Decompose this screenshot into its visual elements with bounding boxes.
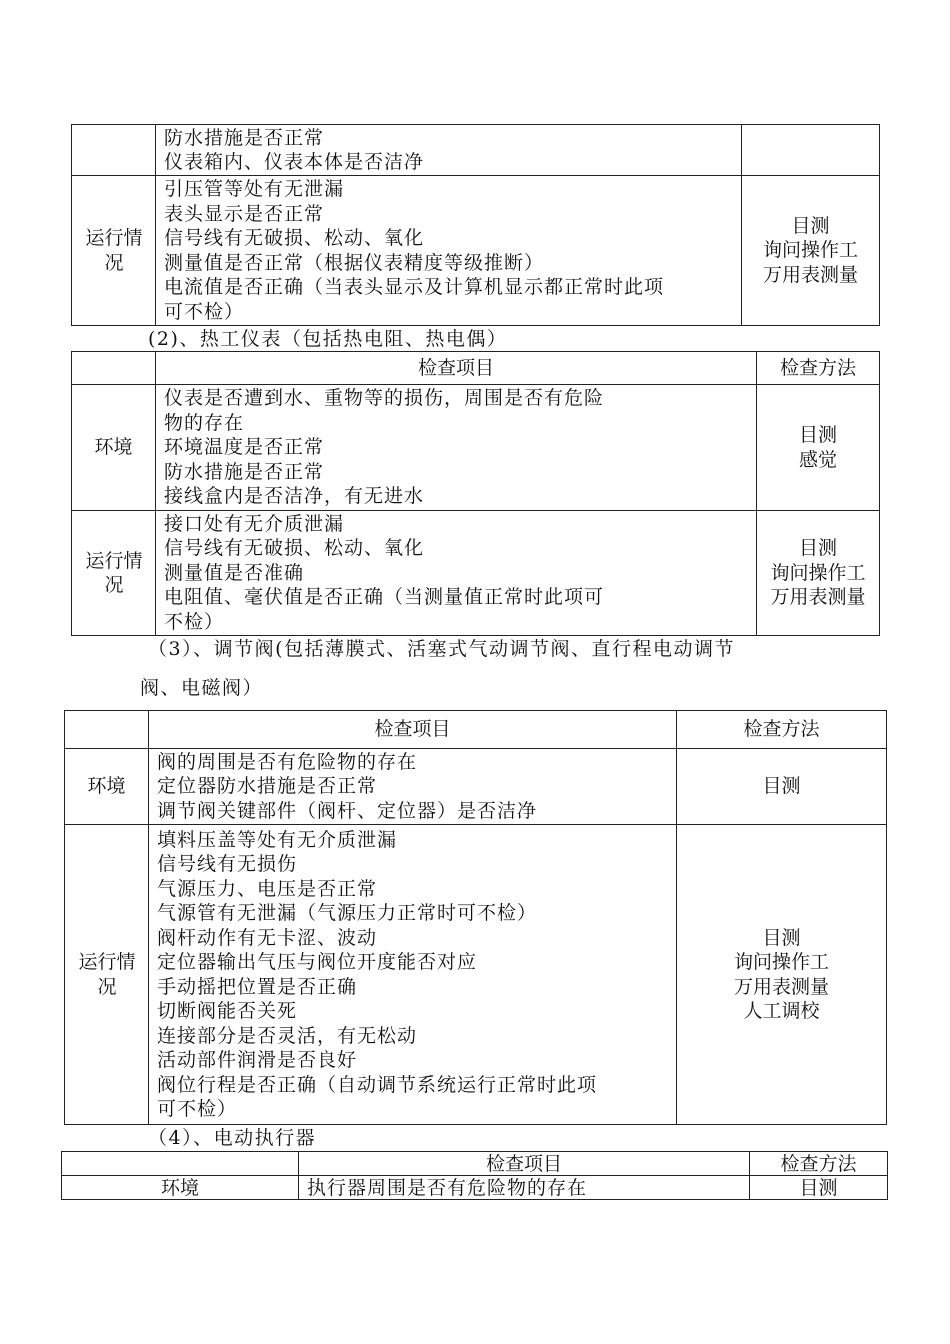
section-caption-thermal: (2)、热工仪表（包括热电阻、热电偶） (148, 328, 508, 350)
check-item: 仪表是否遭到水、重物等的损伤，周围是否有危险 (164, 387, 605, 410)
check-item: 测量值是否正常（根据仪表精度等级推断） (164, 251, 545, 274)
header-blank (65, 711, 149, 749)
method-item: 目测 (791, 214, 830, 237)
check-items (156, 125, 742, 176)
check-item: 气源压力、电压是否正常 (157, 877, 378, 900)
method-item: 询问操作工 (762, 239, 858, 262)
check-items (299, 1176, 750, 1200)
check-item: 阀杆动作有无卡涩、波动 (157, 926, 378, 949)
section-caption-actuator: （4）、电动执行器 (148, 1127, 317, 1149)
check-method (677, 749, 887, 825)
method-item: 目测 (798, 424, 837, 446)
header-check-method: 检查方法 (750, 1152, 888, 1176)
check-item: 阀的周围是否有危险物的存在 (157, 750, 418, 773)
row-label: 环境 (62, 1176, 299, 1200)
check-item: 连接部分是否灵活，有无松动 (157, 1024, 418, 1047)
section-caption-valve-line1: （3）、调节阀(包括薄膜式、活塞式气动调节阀、直行程电动调节 (148, 638, 736, 660)
check-items (156, 176, 742, 326)
table-electric-actuator (61, 1151, 888, 1200)
check-items (149, 825, 677, 1125)
table-row (72, 125, 880, 176)
check-method (750, 1176, 888, 1200)
check-item: 执行器周围是否有危险物的存在 (307, 1176, 588, 1199)
check-item: 气源管有无泄漏（气源压力正常时可不检） (157, 902, 538, 924)
method-item: 询问操作工 (733, 951, 829, 973)
check-method (742, 176, 880, 326)
table-row (72, 511, 880, 636)
table-row (62, 1176, 888, 1200)
check-item: 测量值是否准确 (164, 561, 305, 584)
method-item: 万用表测量 (733, 975, 829, 998)
row-label: 环境 (65, 749, 149, 825)
header-blank (72, 352, 156, 385)
row-label-text: 运行情况 (85, 549, 143, 596)
row-label (65, 825, 149, 1125)
method-item: 目测 (762, 775, 801, 798)
check-item: 信号线有无破损、松动、氧化 (164, 537, 425, 560)
check-item: 调节阀关键部件（阀杆、定位器）是否洁净 (157, 799, 538, 822)
row-label (72, 125, 156, 176)
header-check-item: 检查项目 (149, 711, 677, 749)
check-method (757, 511, 880, 636)
check-item: 接线盒内是否洁净，有无进水 (164, 485, 425, 508)
table-control-valve (64, 710, 887, 1125)
check-item: 可不检） (164, 300, 245, 323)
header-check-item: 检查项目 (156, 352, 757, 385)
check-items (149, 749, 677, 825)
table-header-row (62, 1152, 888, 1176)
table-meter-continued (71, 124, 880, 326)
check-item: 防水措施是否正常 (164, 460, 325, 483)
check-item: 不检） (164, 610, 225, 633)
check-item: 环境温度是否正常 (164, 436, 325, 459)
method-item: 目测 (799, 1176, 838, 1199)
method-item: 万用表测量 (770, 586, 866, 609)
method-item: 目测 (798, 537, 837, 560)
check-item: 电流值是否正确（当表头显示及计算机显示都正常时此项 (164, 276, 665, 298)
check-item: 阀位行程是否正确（自动调节系统运行正常时此项 (157, 1073, 598, 1096)
check-item: 物的存在 (164, 411, 245, 434)
table-row (72, 176, 880, 326)
method-item: 询问操作工 (770, 561, 866, 584)
row-label (72, 176, 156, 326)
check-item: 定位器输出气压与阀位开度能否对应 (157, 951, 478, 973)
check-item: 手动摇把位置是否正确 (157, 975, 358, 998)
check-item: 可不检） (157, 1098, 238, 1120)
table-thermal-meter (71, 351, 880, 636)
row-label-text: 运行情况 (78, 951, 136, 998)
row-label (72, 511, 156, 636)
section-caption-valve-line2: 阀、电磁阀） (140, 677, 264, 699)
header-check-item: 检查项目 (299, 1152, 750, 1176)
check-item: 切断阀能否关死 (157, 1000, 298, 1022)
check-item: 信号线有无损伤 (157, 853, 298, 875)
check-item: 仪表箱内、仪表本体是否洁净 (164, 151, 425, 173)
table-row (65, 749, 887, 825)
check-item: 接口处有无介质泄漏 (164, 512, 345, 535)
check-item: 信号线有无破损、松动、氧化 (164, 227, 425, 249)
check-method (677, 825, 887, 1125)
check-item: 填料压盖等处有无介质泄漏 (157, 828, 398, 851)
check-item: 电阻值、毫伏值是否正确（当测量值正常时此项可 (164, 586, 605, 609)
check-item: 定位器防水措施是否正常 (157, 775, 378, 798)
method-item: 感觉 (798, 448, 837, 471)
header-blank (62, 1152, 299, 1176)
check-method (757, 385, 880, 511)
check-item: 防水措施是否正常 (164, 126, 325, 149)
method-item: 人工调校 (743, 1000, 820, 1022)
check-method (742, 125, 880, 176)
header-check-method: 检查方法 (677, 711, 887, 749)
table-row (65, 825, 887, 1125)
row-label: 环境 (72, 385, 156, 511)
check-item: 引压管等处有无泄漏 (164, 178, 345, 200)
header-check-method: 检查方法 (757, 352, 880, 385)
row-label-text: 运行情况 (85, 227, 143, 274)
table-header-row (65, 711, 887, 749)
check-items (156, 385, 757, 511)
method-item: 目测 (762, 926, 801, 949)
table-header-row (72, 352, 880, 385)
table-row (72, 385, 880, 511)
check-item: 活动部件润滑是否良好 (157, 1049, 358, 1071)
check-items (156, 511, 757, 636)
check-item: 表头显示是否正常 (164, 202, 325, 225)
method-item: 万用表测量 (762, 263, 858, 286)
